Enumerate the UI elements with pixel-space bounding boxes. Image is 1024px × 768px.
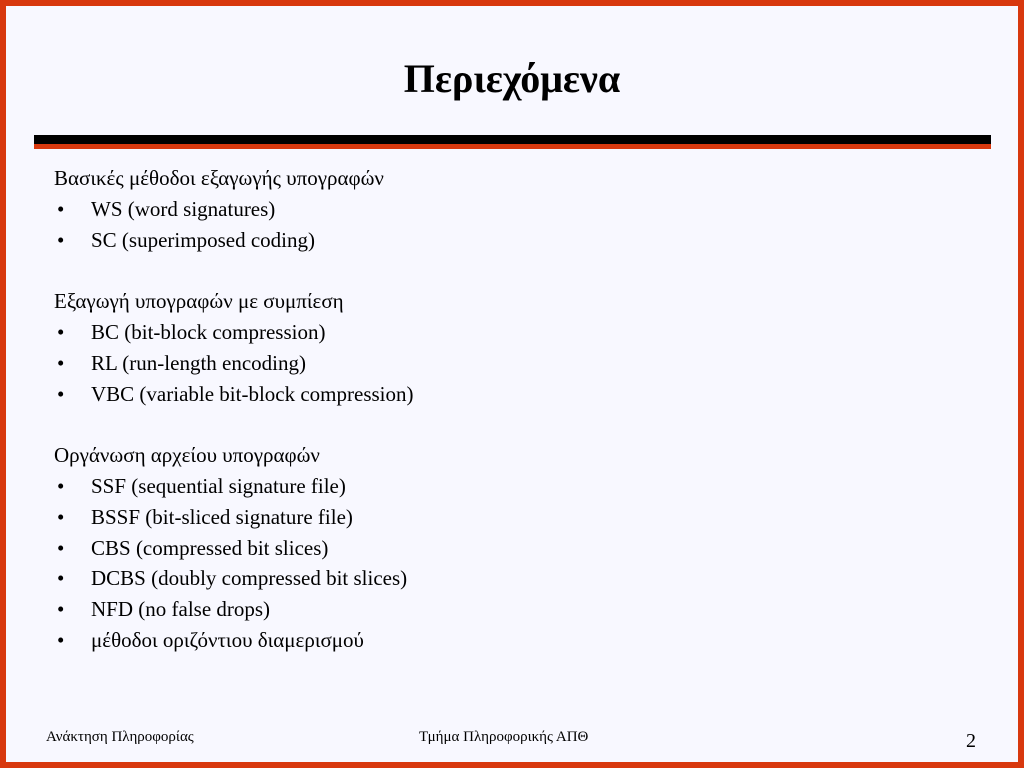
bullet-icon: • bbox=[57, 627, 65, 652]
bullet-icon: • bbox=[57, 597, 65, 622]
page-number: 2 bbox=[966, 730, 976, 752]
spacer bbox=[54, 409, 954, 440]
bullet-icon: • bbox=[57, 381, 65, 406]
list-item bbox=[54, 594, 954, 625]
list-item-text: μέθοδοι οριζόντιου διαμερισμού bbox=[91, 627, 364, 652]
list-item-text: SC (superimposed coding) bbox=[91, 227, 315, 252]
bullet-icon: • bbox=[57, 196, 65, 221]
list-item-text: SSF (sequential signature file) bbox=[91, 473, 346, 498]
list-item-text: DCBS (doubly compressed bit slices) bbox=[91, 566, 408, 591]
bullet-icon: • bbox=[57, 319, 65, 344]
bullet-icon: • bbox=[57, 473, 65, 498]
list-item-text: BC (bit-block compression) bbox=[91, 319, 326, 344]
list-item-text: VBC (variable bit-block compression) bbox=[91, 381, 414, 406]
section-heading: Εξαγωγή υπογραφών με συμπίεση bbox=[54, 289, 344, 314]
list-item bbox=[54, 379, 954, 410]
list-item bbox=[54, 625, 954, 656]
content-area bbox=[54, 163, 954, 656]
list-item-text: RL (run-length encoding) bbox=[91, 350, 306, 375]
list-item bbox=[54, 348, 954, 379]
list-item bbox=[54, 563, 954, 594]
section-heading: Οργάνωση αρχείου υπογραφών bbox=[54, 443, 320, 468]
list-item-text: NFD (no false drops) bbox=[91, 597, 271, 622]
list-item bbox=[54, 194, 954, 225]
bullet-icon: • bbox=[57, 227, 65, 252]
footer-course-title: Ανάκτηση Πληροφορίας bbox=[46, 729, 194, 745]
title-divider bbox=[34, 135, 991, 149]
spacer bbox=[54, 255, 954, 286]
bullet-icon: • bbox=[57, 535, 65, 560]
list-item-text: BSSF (bit-sliced signature file) bbox=[91, 504, 353, 529]
list-item bbox=[54, 317, 954, 348]
section-heading: Βασικές μέθοδοι εξαγωγής υπογραφών bbox=[54, 166, 384, 190]
bullet-icon: • bbox=[57, 350, 65, 375]
footer-department: Τμήμα Πληροφορικής ΑΠΘ bbox=[419, 729, 589, 745]
bullet-icon: • bbox=[57, 504, 65, 529]
list-item bbox=[54, 225, 954, 256]
slide-title: Περιεχόμενα bbox=[403, 56, 621, 101]
list-item bbox=[54, 471, 954, 502]
bullet-icon: • bbox=[57, 566, 65, 591]
list-item-text: CBS (compressed bit slices) bbox=[91, 535, 329, 560]
list-item bbox=[54, 502, 954, 533]
list-item bbox=[54, 533, 954, 564]
list-item-text: WS (word signatures) bbox=[91, 196, 276, 221]
